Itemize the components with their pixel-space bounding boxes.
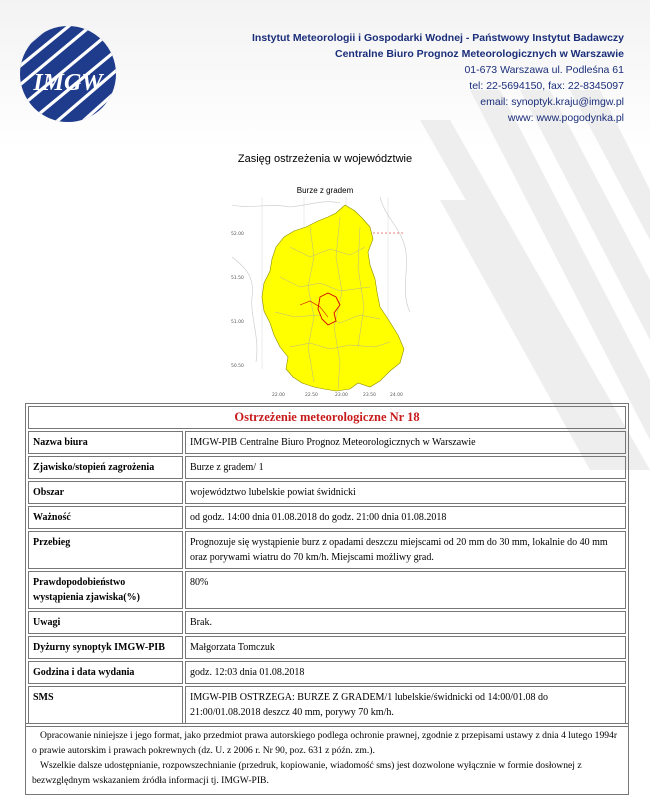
table-row xyxy=(28,531,626,569)
warning-table xyxy=(25,403,629,727)
row-value: Burze z gradem/ 1 xyxy=(185,456,626,479)
bureau-name: Centralne Biuro Prognoz Meteorologicznych w Warszawie xyxy=(335,48,624,60)
row-label: Ważność xyxy=(28,506,183,529)
website[interactable]: www: www.pogodynka.pl xyxy=(507,112,624,124)
table-row xyxy=(28,481,626,504)
row-label: SMS xyxy=(28,686,183,724)
row-label: Nazwa biura xyxy=(28,431,183,454)
phone-fax: tel: 22-5694150, fax: 22-8345097 xyxy=(469,80,624,92)
row-value: 80% xyxy=(185,571,626,609)
row-value: województwo lubelskie powiat świdnicki xyxy=(185,481,626,504)
row-label: Obszar xyxy=(28,481,183,504)
row-label: Uwagi xyxy=(28,611,183,634)
table-row xyxy=(28,611,626,634)
row-label: Godzina i data wydania xyxy=(28,661,183,684)
table-row xyxy=(28,456,626,479)
email[interactable]: email: synoptyk.kraju@imgw.pl xyxy=(480,96,624,108)
lon-label: 22.50 xyxy=(305,393,318,398)
row-value: IMGW-PIB OSTRZEGA: BURZE Z GRADEM/1 lubelskie/świdnicki od 14:00/01.08 do 21:00/01.08.2018 deszcz 40 mm, porywy 70 km/h. xyxy=(185,686,626,724)
row-value: od godz. 14:00 dnia 01.08.2018 do godz. 21:00 dnia 01.08.2018 xyxy=(185,506,626,529)
copyright-paragraph: Opracowanie niniejsze i jego format, jako przedmiot prawa autorskiego podlega ochronie prawnej, zgodnie z przepisami ustawy z dnia 4 lutego 1994r o prawie autorskim i prawach pokrewnych (dz. U. z 2006 r. Nr 90, poz. 631 z późn. zm.). xyxy=(32,730,618,756)
lon-label: 24.00 xyxy=(390,393,403,398)
row-label: Dyżurny synoptyk IMGW-PIB xyxy=(28,636,183,659)
table-row xyxy=(28,636,626,659)
voivodeship-map xyxy=(230,197,415,402)
row-label: Zjawisko/stopień zagrożenia xyxy=(28,456,183,479)
lon-label: 22.00 xyxy=(272,393,285,398)
lon-label: 23.50 xyxy=(363,393,376,398)
map-title: Zasięg ostrzeżenia w województwie xyxy=(237,153,413,165)
table-row xyxy=(28,661,626,684)
distribution-paragraph: Wszelkie dalsze udostępnianie, rozpowszechnianie (przedruk, kopiowanie, wiadomość sms) jest dozwolone wyłącznie w formie dosłownej z bezwzględnym wskazaniem źródła informacji tj. IMGW-PIB. xyxy=(32,760,582,786)
table-row xyxy=(28,686,626,724)
institute-name: Instytut Meteorologii i Gospodarki Wodnej - Państwowy Instytut Badawczy xyxy=(251,32,624,44)
institute-info xyxy=(252,30,624,126)
address: 01-673 Warszawa ul. Podleśna 61 xyxy=(464,64,624,76)
row-value: Prognozuje się wystąpienie burz z opadami deszczu miejscami od 20 mm do 30 mm, lokalnie do 40 mm oraz porywami wiatru do 70 km/h. Miejscami możliwy grad. xyxy=(185,531,626,569)
row-value: godz. 12:03 dnia 01.08.2018 xyxy=(185,661,626,684)
row-label: Prawdopodobieństwo wystąpienia zjawiska(%) xyxy=(28,571,183,609)
table-row xyxy=(28,571,626,609)
lat-label: 51.00 xyxy=(231,320,244,325)
copyright-notice xyxy=(25,723,629,795)
row-label: Przebieg xyxy=(28,531,183,569)
table-row xyxy=(28,431,626,454)
lon-label: 23.00 xyxy=(335,393,348,398)
table-row xyxy=(28,506,626,529)
lat-label: 52.00 xyxy=(231,232,244,237)
warning-title: Ostrzeżenie meteorologiczne Nr 18 xyxy=(28,406,626,429)
lat-label: 51.50 xyxy=(231,276,244,281)
row-value: IMGW-PIB Centralne Biuro Prognoz Meteorologicznych w Warszawie xyxy=(185,431,626,454)
logo-text: IMGW xyxy=(33,70,103,96)
map-subtitle: Burze z gradem xyxy=(296,186,354,195)
imgw-logo xyxy=(18,24,118,124)
row-value: Brak. xyxy=(185,611,626,634)
lat-label: 50.50 xyxy=(231,364,244,369)
row-value: Małgorzata Tomczuk xyxy=(185,636,626,659)
